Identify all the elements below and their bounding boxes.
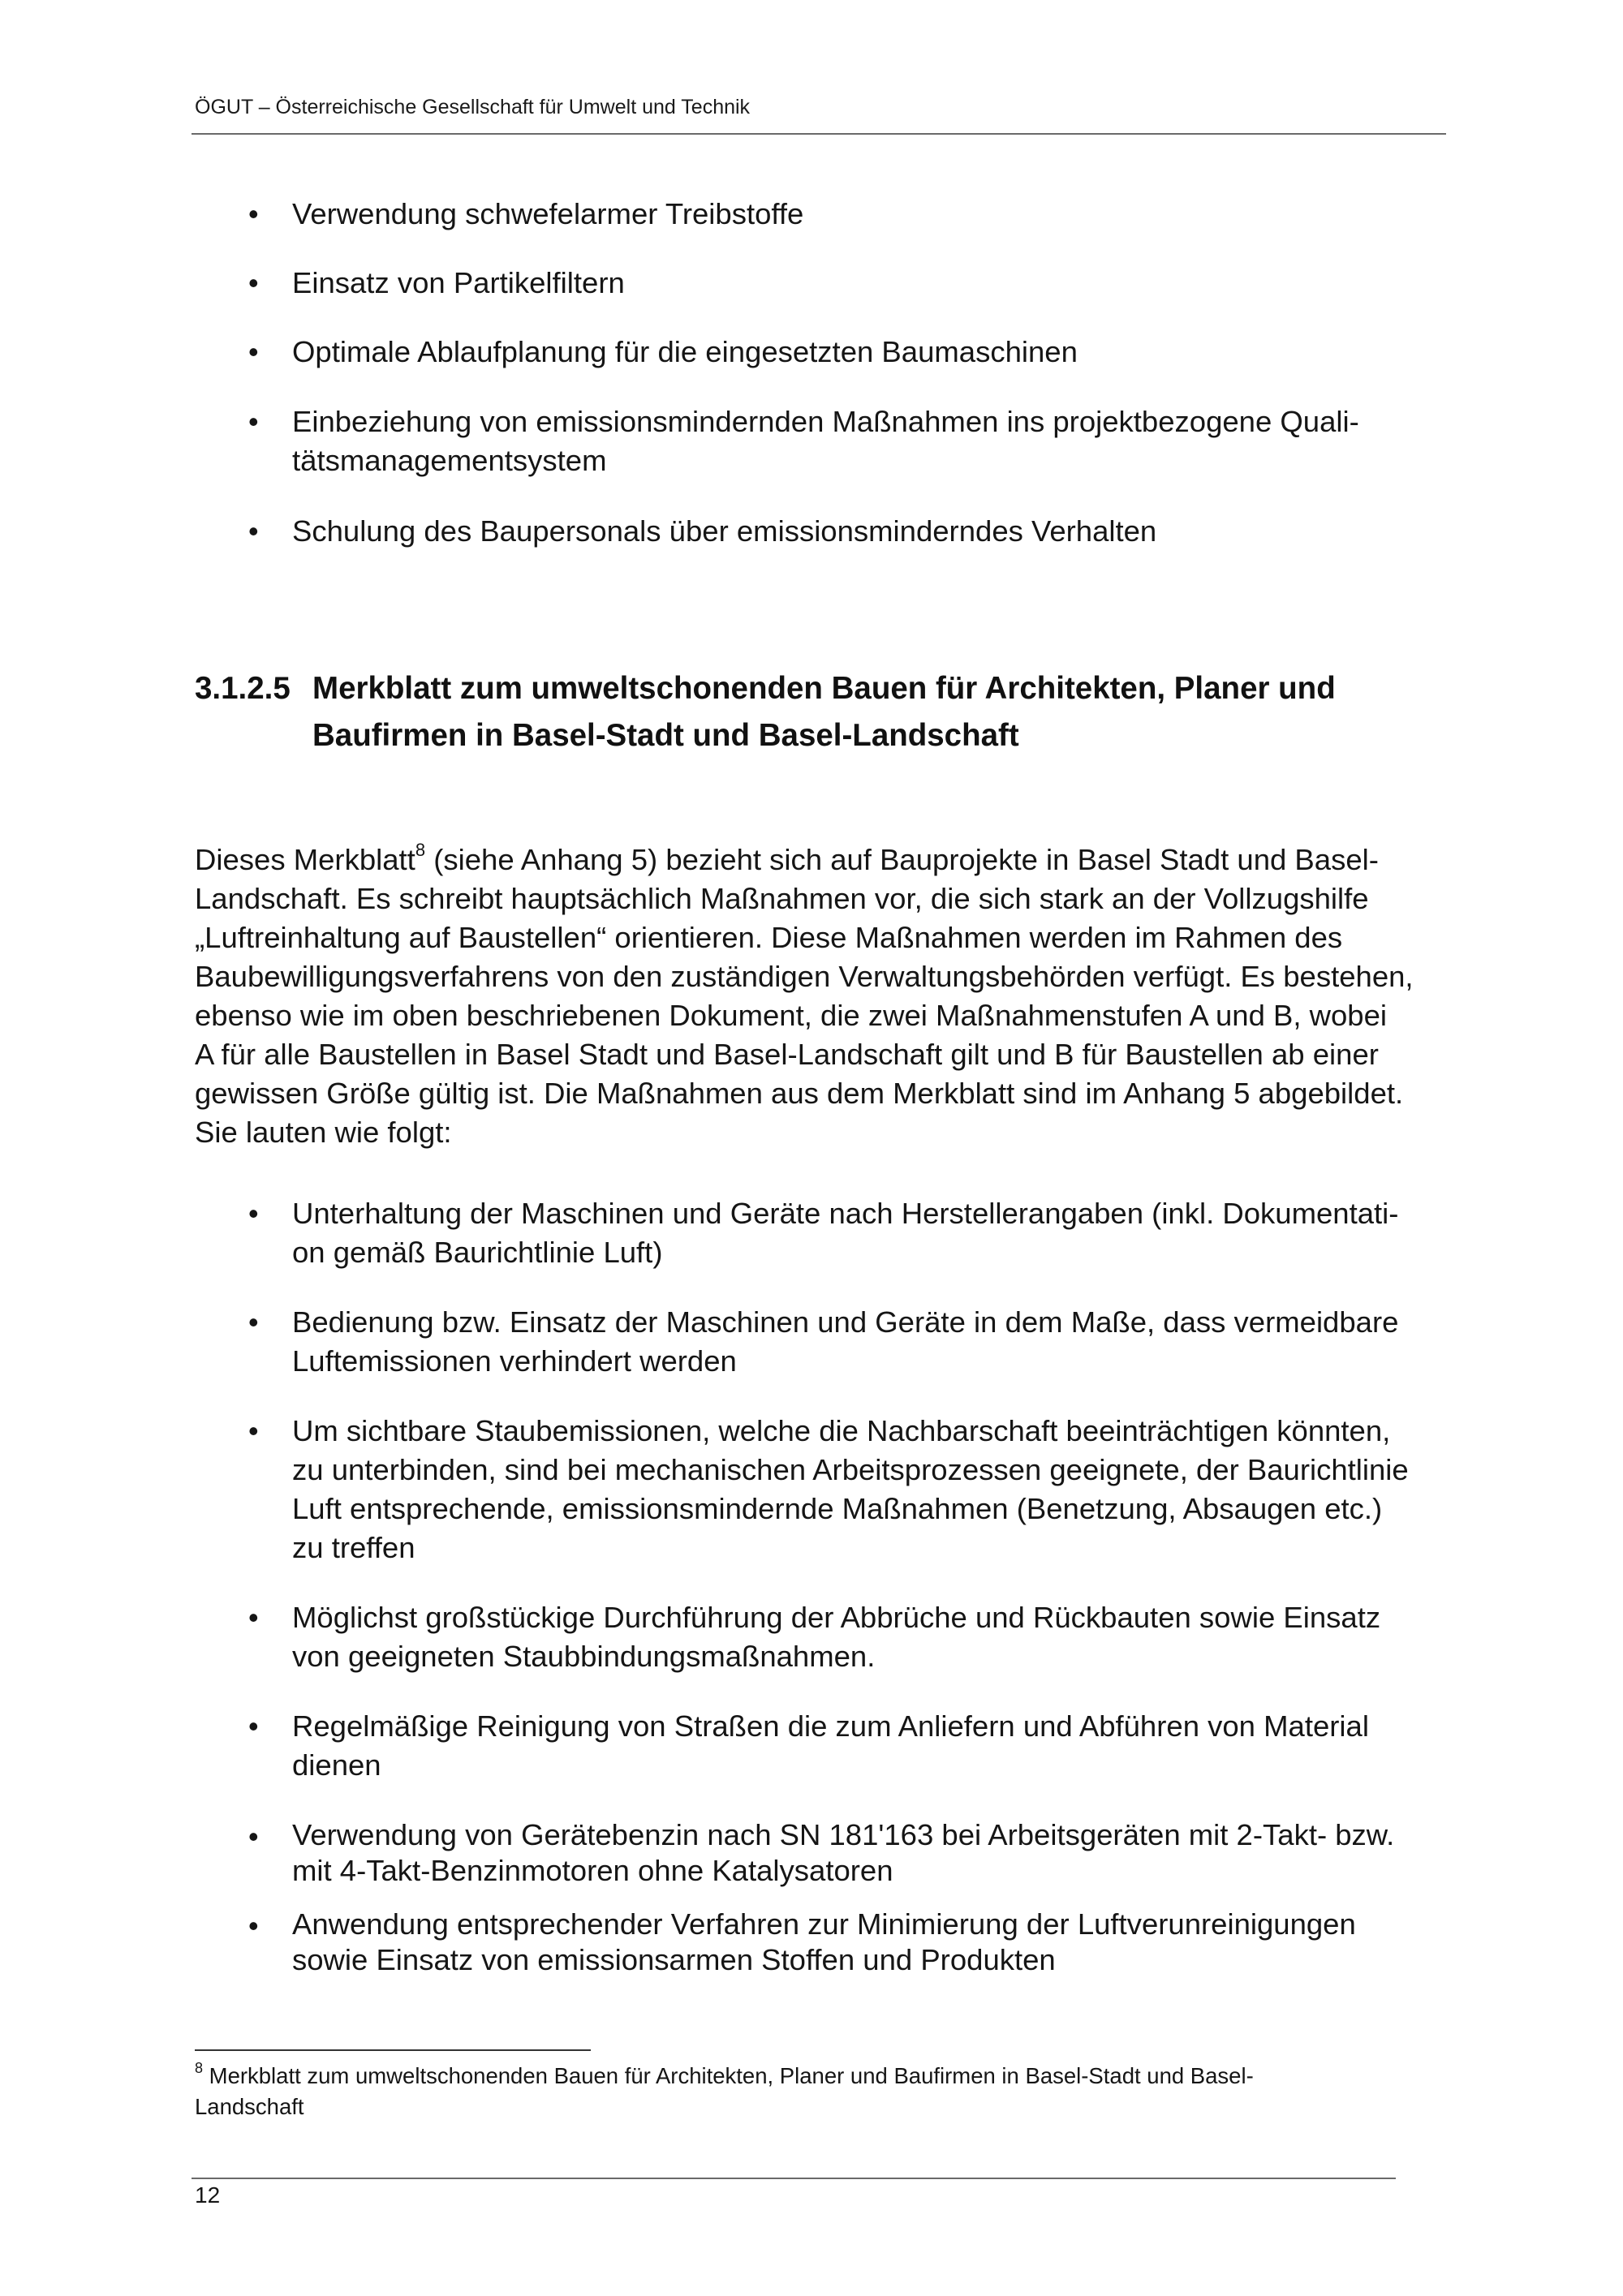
paragraph-text: (siehe Anhang 5) bezieht sich auf Bauprojekte in Basel Stadt und Basel-: [425, 843, 1379, 876]
paragraph-text: Dieses Merkblatt: [195, 843, 415, 876]
running-header: ÖGUT – Österreichische Gesellschaft für Umwelt und Technik: [195, 96, 751, 118]
section-title-line: Merkblatt zum umweltschonenden Bauen für Architekten, Planer und: [312, 671, 1336, 706]
page-number: 12: [195, 2182, 221, 2208]
list-item: [292, 1707, 1428, 1785]
footnote-divider: [195, 2049, 591, 2051]
list-item-line: zu unterbinden, sind bei mechanischen Arbeitsprozessen geeignete, der Baurichtlinie: [292, 1453, 1409, 1486]
list-item-line: sowie Einsatz von emissionsarmen Stoffen und Produkten: [292, 1943, 1056, 1976]
bullet-marker: •: [248, 405, 259, 438]
list-item-line: tätsmanagementsystem: [292, 444, 607, 477]
section-number: 3.1.2.5: [195, 671, 291, 706]
list-item-line: Bedienung bzw. Einsatz der Maschinen und Geräte in dem Maße, dass vermeidbare: [292, 1305, 1399, 1339]
list-item-line: Einbeziehung von emissionsmindernden Maßnahmen ins projektbezogene Quali-: [292, 405, 1359, 438]
footer-divider: [192, 2178, 1396, 2179]
body-paragraph: [195, 841, 1449, 1152]
list-item-line: von geeigneten Staubbindungsmaßnahmen.: [292, 1640, 876, 1673]
list-item-line: Anwendung entsprechender Verfahren zur Minimierung der Luftverunreinigungen: [292, 1907, 1356, 1941]
list-item: [292, 1194, 1428, 1272]
list-item-line: Luftemissionen verhindert werden: [292, 1344, 737, 1378]
bullet-marker: •: [248, 197, 259, 230]
bullet-marker: •: [248, 335, 259, 368]
footnote-reference: 8: [415, 839, 426, 860]
bullet-marker: •: [248, 1909, 259, 1942]
paragraph-line: „Luftreinhaltung auf Baustellen“ orientieren. Diese Maßnahmen werden im Rahmen des: [195, 921, 1343, 954]
list-item-line: Schulung des Baupersonals über emissionsminderndes Verhalten: [292, 514, 1157, 548]
paragraph-line: Baubewilligungsverfahrens von den zuständigen Verwaltungsbehörden verfügt. Es bestehen,: [195, 960, 1414, 993]
footnote-line: [195, 2061, 1461, 2092]
footnote-marker: 8: [195, 2059, 204, 2076]
list-item: [292, 1907, 1428, 1978]
list-item: [292, 402, 1428, 480]
list-item-line: Einsatz von Partikelfiltern: [292, 266, 625, 299]
header-divider: [192, 133, 1446, 135]
bullet-marker: •: [248, 1709, 259, 1743]
paragraph-line: ebenso wie im oben beschriebenen Dokument, die zwei Maßnahmenstufen A und B, wobei: [195, 999, 1388, 1032]
bullet-marker: •: [248, 1601, 259, 1634]
bullet-marker: •: [248, 1820, 259, 1853]
section-title-line: Baufirmen in Basel-Stadt und Basel-Landschaft: [312, 718, 1019, 753]
list-item-line: Regelmäßige Reinigung von Straßen die zum Anliefern und Abführen von Material: [292, 1709, 1369, 1743]
footnote-line: Landschaft: [195, 2094, 304, 2119]
list-item: [292, 195, 1428, 234]
list-item: [292, 333, 1428, 372]
list-item-line: Verwendung schwefelarmer Treibstoffe: [292, 197, 804, 230]
footnote-text: Merkblatt zum umweltschonenden Bauen für Architekten, Planer und Baufirmen in Basel-Stadt und Basel-: [203, 2063, 1254, 2088]
list-item: [292, 1303, 1428, 1381]
list-item: [292, 1598, 1428, 1676]
list-item-line: Verwendung von Gerätebenzin nach SN 181'163 bei Arbeitsgeräten mit 2-Takt- bzw.: [292, 1818, 1395, 1851]
bullet-marker: •: [248, 1414, 259, 1447]
list-item: [292, 1817, 1428, 1889]
bullet-marker: •: [248, 1197, 259, 1230]
list-item-line: mit 4-Takt-Benzinmotoren ohne Katalysatoren: [292, 1854, 893, 1887]
footnote: [195, 2061, 1461, 2122]
section-title: [312, 665, 1449, 759]
paragraph-line: Sie lauten wie folgt:: [195, 1116, 452, 1149]
list-item: [292, 512, 1428, 551]
list-item-line: Um sichtbare Staubemissionen, welche die Nachbarschaft beeinträchtigen könnten,: [292, 1414, 1391, 1447]
paragraph-line: gewissen Größe gültig ist. Die Maßnahmen aus dem Merkblatt sind im Anhang 5 abgebildet.: [195, 1077, 1404, 1110]
bullet-marker: •: [248, 514, 259, 548]
bullet-marker: •: [248, 1305, 259, 1339]
list-item-line: Möglichst großstückige Durchführung der Abbrüche und Rückbauten sowie Einsatz: [292, 1601, 1381, 1634]
list-item-line: Luft entsprechende, emissionsmindernde Maßnahmen (Benetzung, Absaugen etc.): [292, 1492, 1383, 1525]
list-item: [292, 1412, 1428, 1567]
list-item-line: Unterhaltung der Maschinen und Geräte nach Herstellerangaben (inkl. Dokumentati-: [292, 1197, 1399, 1230]
list-item-line: dienen: [292, 1748, 381, 1782]
paragraph-line: Landschaft. Es schreibt hauptsächlich Maßnahmen vor, die sich stark an der Vollzugshilfe: [195, 882, 1369, 915]
paragraph-line: A für alle Baustellen in Basel Stadt und Basel-Landschaft gilt und B für Baustellen ab einer: [195, 1038, 1379, 1071]
list-item: [292, 264, 1428, 303]
bullet-marker: •: [248, 266, 259, 299]
paragraph-line: [195, 841, 1449, 879]
list-item-line: zu treffen: [292, 1531, 415, 1564]
list-item-line: on gemäß Baurichtlinie Luft): [292, 1236, 663, 1269]
list-item-line: Optimale Ablaufplanung für die eingesetzten Baumaschinen: [292, 335, 1078, 368]
